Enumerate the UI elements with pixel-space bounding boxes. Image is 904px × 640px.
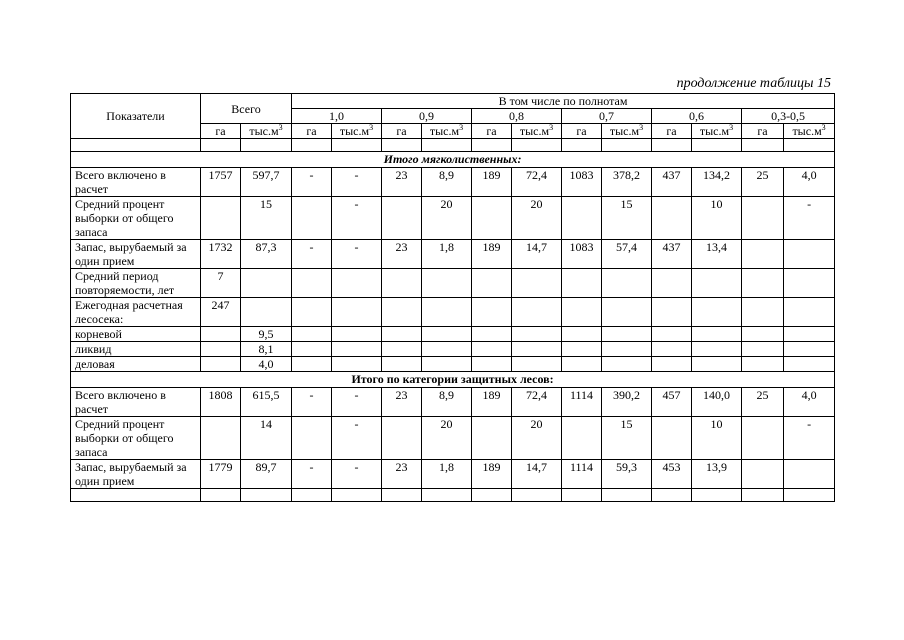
unit-thousand-m3 [602,124,652,139]
unit-m3-base: тыс.м [339,124,370,138]
table-cell: 457 [652,388,692,417]
table-cell: 25 [742,388,784,417]
table-cell [562,327,602,342]
empty-cell [292,489,332,502]
table-cell [562,298,602,327]
table-cell [241,269,292,298]
empty-cell [201,139,241,152]
table-cell: - [332,417,382,460]
empty-cell [652,139,692,152]
table-row [71,388,835,417]
table-cell [472,342,512,357]
empty-cell [784,139,835,152]
table-cell [512,327,562,342]
table-cell: - [332,460,382,489]
row-label: Запас, вырубаемый за один прием [71,240,201,269]
unit-m3-base: тыс.м [429,124,460,138]
table-cell: 4,0 [784,388,835,417]
empty-cell [472,139,512,152]
empty-cell [562,489,602,502]
header-density: 1,0 [292,109,382,124]
row-label: Запас, вырубаемый за один прием [71,460,201,489]
empty-cell [382,489,422,502]
table-cell [201,342,241,357]
table-cell [382,197,422,240]
row-label: корневой [71,327,201,342]
table-cell [652,298,692,327]
unit-m3-base: тыс.м [249,124,279,138]
table-cell: 189 [472,388,512,417]
table-cell: 14,7 [512,240,562,269]
table-cell [602,269,652,298]
unit-thousand-m3 [512,124,562,139]
table-cell: 57,4 [602,240,652,269]
table-cell [784,240,835,269]
empty-cell [512,489,562,502]
table-cell [472,298,512,327]
table-cell [562,269,602,298]
table-row [71,460,835,489]
table-cell: 23 [382,460,422,489]
table-cell: 8,9 [422,388,472,417]
table-cell: 189 [472,240,512,269]
table-cell: 1114 [562,388,602,417]
header-density: 0,6 [652,109,742,124]
table-cell: 247 [201,298,241,327]
table-cell: 189 [472,168,512,197]
table-cell: 9,5 [241,327,292,342]
table-cell: 4,0 [784,168,835,197]
row-label: деловая [71,357,201,372]
row-label: Средний процент выборки от общего запаса [71,417,201,460]
table-cell: 1114 [562,460,602,489]
table-cell: 25 [742,168,784,197]
table-cell [382,357,422,372]
table-cell [422,269,472,298]
table-cell: 59,3 [602,460,652,489]
table-cell [292,357,332,372]
table-cell [422,357,472,372]
table-cell: 13,9 [692,460,742,489]
unit-m3-base: тыс.м [792,124,822,138]
table-cell [512,357,562,372]
table-cell [332,327,382,342]
table-cell: 10 [692,197,742,240]
table-cell: 14 [241,417,292,460]
unit-ha: га [742,124,784,139]
table-cell: 1757 [201,168,241,197]
table-cell: 20 [422,197,472,240]
header-density: 0,9 [382,109,472,124]
table-cell [382,417,422,460]
empty-cell [602,139,652,152]
unit-m3-base: тыс.м [609,124,640,138]
empty-cell [382,139,422,152]
empty-cell [71,489,201,502]
table-cell [784,269,835,298]
table-row [71,298,835,327]
table-cell: 1083 [562,240,602,269]
empty-cell [201,489,241,502]
table-cell: 390,2 [602,388,652,417]
table-cell [562,342,602,357]
table-cell: - [292,388,332,417]
table-cell: 23 [382,388,422,417]
unit-thousand-m3 [422,124,472,139]
table-cell: - [292,168,332,197]
table-cell [784,342,835,357]
table-cell [652,269,692,298]
table-cell: 597,7 [241,168,292,197]
table-cell [692,269,742,298]
table-cell [292,417,332,460]
empty-cell [692,139,742,152]
empty-cell [512,139,562,152]
row-label: Ежегодная расчетная лесосека: [71,298,201,327]
table-cell [692,342,742,357]
table-cell [742,197,784,240]
row-label: Средний период повторяемости, лет [71,269,201,298]
table-cell: 15 [241,197,292,240]
empty-cell [472,489,512,502]
table-cell [602,357,652,372]
table-cell: - [332,168,382,197]
empty-cell [742,489,784,502]
empty-cell [562,139,602,152]
table-cell: 13,4 [692,240,742,269]
table-cell [292,327,332,342]
table-cell: 20 [512,417,562,460]
header-density: 0,3-0,5 [742,109,835,124]
table-cell [742,327,784,342]
table-cell: 87,3 [241,240,292,269]
table-cell [602,298,652,327]
header-density: 0,8 [472,109,562,124]
table-cell: - [332,197,382,240]
table-cell: - [292,240,332,269]
table-cell: 14,7 [512,460,562,489]
unit-m3-exponent: 3 [459,123,464,132]
unit-m3-exponent: 3 [549,123,554,132]
table-cell [652,357,692,372]
unit-thousand-m3 [332,124,382,139]
table-cell: 1,8 [422,460,472,489]
table-cell [562,357,602,372]
table-continuation-caption: продолжение таблицы 15 [676,76,831,91]
table-cell: 8,9 [422,168,472,197]
row-label: ликвид [71,342,201,357]
table-cell [742,357,784,372]
unit-m3-exponent: 3 [821,123,826,132]
header-total: Всего [201,94,292,124]
table-cell: 20 [512,197,562,240]
table-cell [332,269,382,298]
table-cell [692,327,742,342]
table-cell [742,417,784,460]
table-cell [602,342,652,357]
table-cell [784,460,835,489]
table-cell: 23 [382,240,422,269]
table-cell [602,327,652,342]
unit-m3-base: тыс.м [519,124,550,138]
empty-cell [422,139,472,152]
table-cell [201,417,241,460]
unit-m3-base: тыс.м [699,124,730,138]
empty-cell [742,139,784,152]
table-cell [562,197,602,240]
table-cell [784,357,835,372]
table-cell [742,460,784,489]
table-cell: 1083 [562,168,602,197]
row-label: Всего включено в расчет [71,168,201,197]
table-row [71,342,835,357]
unit-ha: га [292,124,332,139]
table-cell: 20 [422,417,472,460]
table-cell: - [332,388,382,417]
table-cell [652,327,692,342]
table-row [71,240,835,269]
table-cell: 72,4 [512,388,562,417]
unit-m3-exponent: 3 [369,123,374,132]
empty-cell [692,489,742,502]
unit-thousand-m3 [784,124,835,139]
empty-cell [332,139,382,152]
unit-ha: га [562,124,602,139]
empty-cell [71,139,201,152]
table-cell [512,269,562,298]
section-title: Итого мягколиственных: [71,152,835,168]
table-cell: - [784,417,835,460]
table-cell [742,298,784,327]
table-cell [472,269,512,298]
unit-ha: га [382,124,422,139]
table-cell [784,327,835,342]
table-cell [332,357,382,372]
row-label: Средний процент выборки от общего запаса [71,197,201,240]
unit-ha: га [201,124,241,139]
table-row [71,357,835,372]
section-title: Итого по категории защитных лесов: [71,372,835,388]
table-cell [201,197,241,240]
empty-cell [241,489,292,502]
table-cell: 615,5 [241,388,292,417]
table-cell: - [292,460,332,489]
table-cell [241,298,292,327]
table-cell: 134,2 [692,168,742,197]
table-cell: 1,8 [422,240,472,269]
empty-cell [784,489,835,502]
header-density: 0,7 [562,109,652,124]
table-cell [382,269,422,298]
table-cell [652,417,692,460]
empty-cell [241,139,292,152]
table-cell [332,342,382,357]
table-cell [562,417,602,460]
table-cell [472,327,512,342]
table-row [71,269,835,298]
table-cell [742,342,784,357]
unit-m3-exponent: 3 [278,123,283,132]
table-cell: 437 [652,168,692,197]
table-cell: 189 [472,460,512,489]
unit-thousand-m3 [692,124,742,139]
table-cell [292,197,332,240]
table-cell [332,298,382,327]
empty-cell [602,489,652,502]
table-cell: 1779 [201,460,241,489]
header-by-density: В том числе по полнотам [292,94,835,109]
empty-cell [652,489,692,502]
table-cell: - [332,240,382,269]
table-cell [742,269,784,298]
table-cell [292,298,332,327]
table-cell [692,357,742,372]
table-cell: - [784,197,835,240]
table-cell: 15 [602,417,652,460]
table-row [71,327,835,342]
forest-density-table [70,93,835,502]
table-cell [382,327,422,342]
empty-cell [332,489,382,502]
table-cell [382,342,422,357]
table-cell: 8,1 [241,342,292,357]
table-cell [422,298,472,327]
table-cell: 453 [652,460,692,489]
empty-cell [292,139,332,152]
table-cell: 140,0 [692,388,742,417]
unit-m3-exponent: 3 [639,123,644,132]
table-cell [472,357,512,372]
table-row [71,197,835,240]
table-cell: 7 [201,269,241,298]
table-cell: 15 [602,197,652,240]
table-cell [422,327,472,342]
table-cell [201,357,241,372]
header-indicators: Показатели [71,94,201,139]
table-cell [472,417,512,460]
table-cell [784,298,835,327]
table-cell [512,298,562,327]
table-cell: 10 [692,417,742,460]
table-cell: 437 [652,240,692,269]
table-cell [292,269,332,298]
unit-ha: га [472,124,512,139]
table-cell [382,298,422,327]
table-cell [422,342,472,357]
table-cell: 4,0 [241,357,292,372]
row-label: Всего включено в расчет [71,388,201,417]
table-cell [652,342,692,357]
empty-cell [422,489,472,502]
table-cell [201,327,241,342]
table-row [71,168,835,197]
table-cell [652,197,692,240]
table-cell [512,342,562,357]
table-row [71,417,835,460]
table-cell: 72,4 [512,168,562,197]
table-cell: 1732 [201,240,241,269]
table-cell: 89,7 [241,460,292,489]
table-cell: 1808 [201,388,241,417]
table-cell [472,197,512,240]
table-cell: 378,2 [602,168,652,197]
table-cell: 23 [382,168,422,197]
unit-m3-exponent: 3 [729,123,734,132]
table-cell [692,298,742,327]
table-cell [742,240,784,269]
unit-thousand-m3 [241,124,292,139]
unit-ha: га [652,124,692,139]
table-cell [292,342,332,357]
